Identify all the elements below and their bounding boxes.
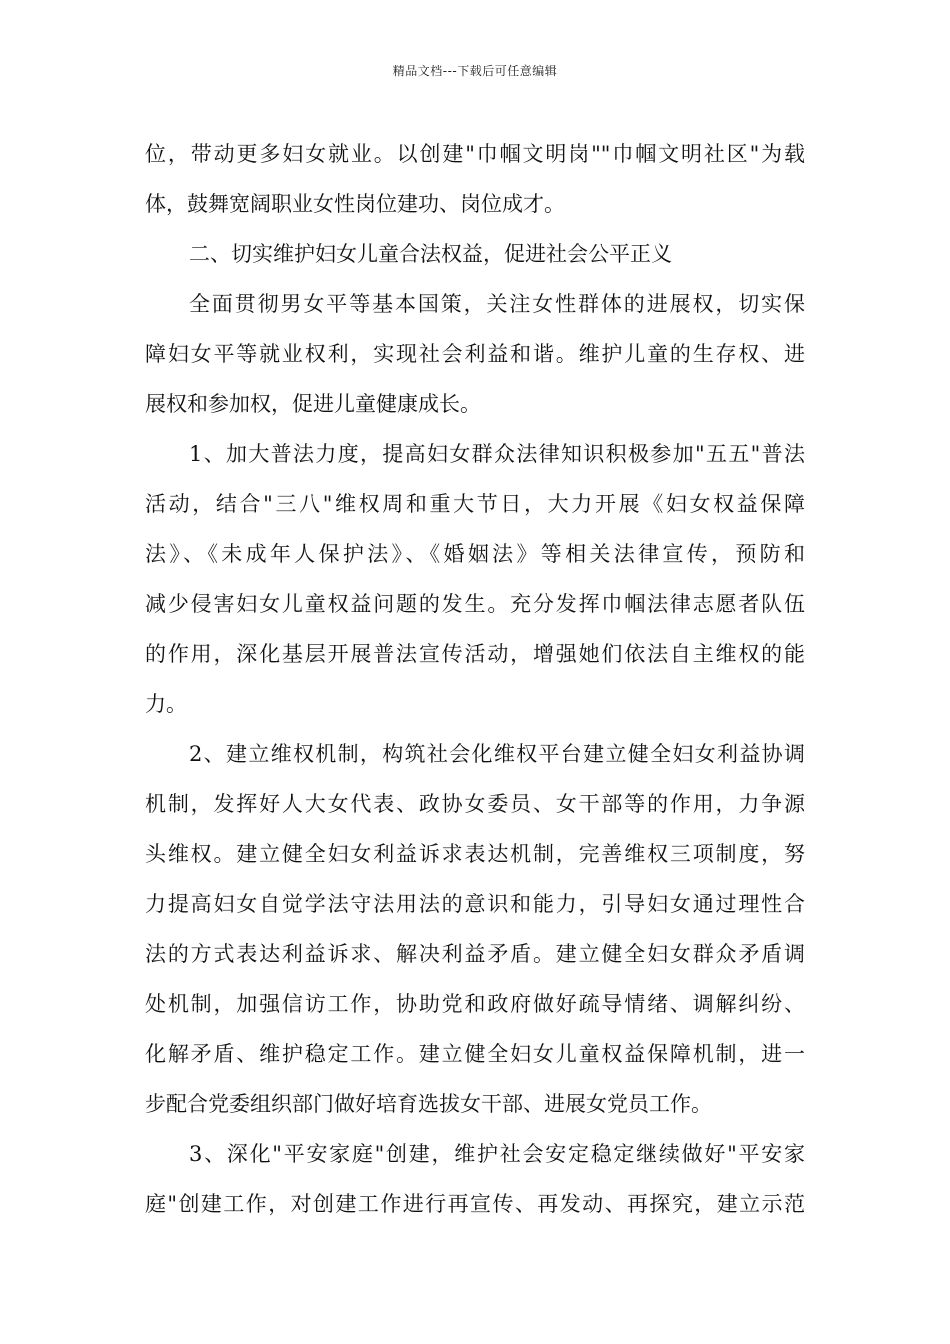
text-line: 3、深化"平安家庭"创建，维护社会安定稳定继续做好"平安家 [189,1142,805,1166]
text-line: 展权和参加权，促进儿童健康成长。 [145,392,481,416]
text-line: 1、加大普法力度，提高妇女群众法律知识积极参加"五五"普法 [189,442,805,466]
text-line: 减少侵害妇女儿童权益问题的发生。充分发挥巾帼法律志愿者队伍 [145,592,805,616]
text-line: 头维权。建立健全妇女利益诉求表达机制，完善维权三项制度，努 [145,842,805,866]
document-body [145,129,805,1229]
text-line: 二、切实维护妇女儿童合法权益，促进社会公平正义 [189,242,672,266]
text-line: 2、建立维权机制，构筑社会化维权平台建立健全妇女利益协调 [189,742,805,766]
text-line: 全面贯彻男女平等基本国策，关注女性群体的进展权，切实保 [189,292,805,316]
text-line: 体，鼓舞宽阔职业女性岗位建功、岗位成才。 [145,192,565,216]
text-line: 化解矛盾、维护稳定工作。建立健全妇女儿童权益保障机制，进一 [145,1042,805,1066]
text-line: 障妇女平等就业权利，实现社会利益和谐。维护儿童的生存权、进 [145,342,805,366]
text-line: 力。 [145,692,187,716]
text-line: 处机制，加强信访工作，协助党和政府做好疏导情绪、调解纠纷、 [145,992,805,1016]
text-line: 机制，发挥好人大女代表、政协女委员、女干部等的作用，力争源 [145,792,805,816]
text-line: 步配合党委组织部门做好培育选拔女干部、进展女党员工作。 [145,1092,712,1116]
text-line: 法的方式表达利益诉求、解决利益矛盾。建立健全妇女群众矛盾调 [145,942,805,966]
text-line: 位，带动更多妇女就业。以创建"巾帼文明岗""巾帼文明社区"为载 [145,142,805,166]
page-header: 精品文档---下载后可任意编辑 [392,64,558,78]
text-line: 法》、《未成年人保护法》、《婚姻法》等相关法律宣传，预防和 [145,542,805,566]
text-line: 活动，结合"三八"维权周和重大节日，大力开展《妇女权益保障 [145,492,805,516]
text-line: 的作用，深化基层开展普法宣传活动，增强她们依法自主维权的能 [145,642,805,666]
text-line: 力提高妇女自觉学法守法用法的意识和能力，引导妇女通过理性合 [145,892,805,916]
text-line: 庭"创建工作，对创建工作进行再宣传、再发动、再探究，建立示范 [145,1192,805,1216]
